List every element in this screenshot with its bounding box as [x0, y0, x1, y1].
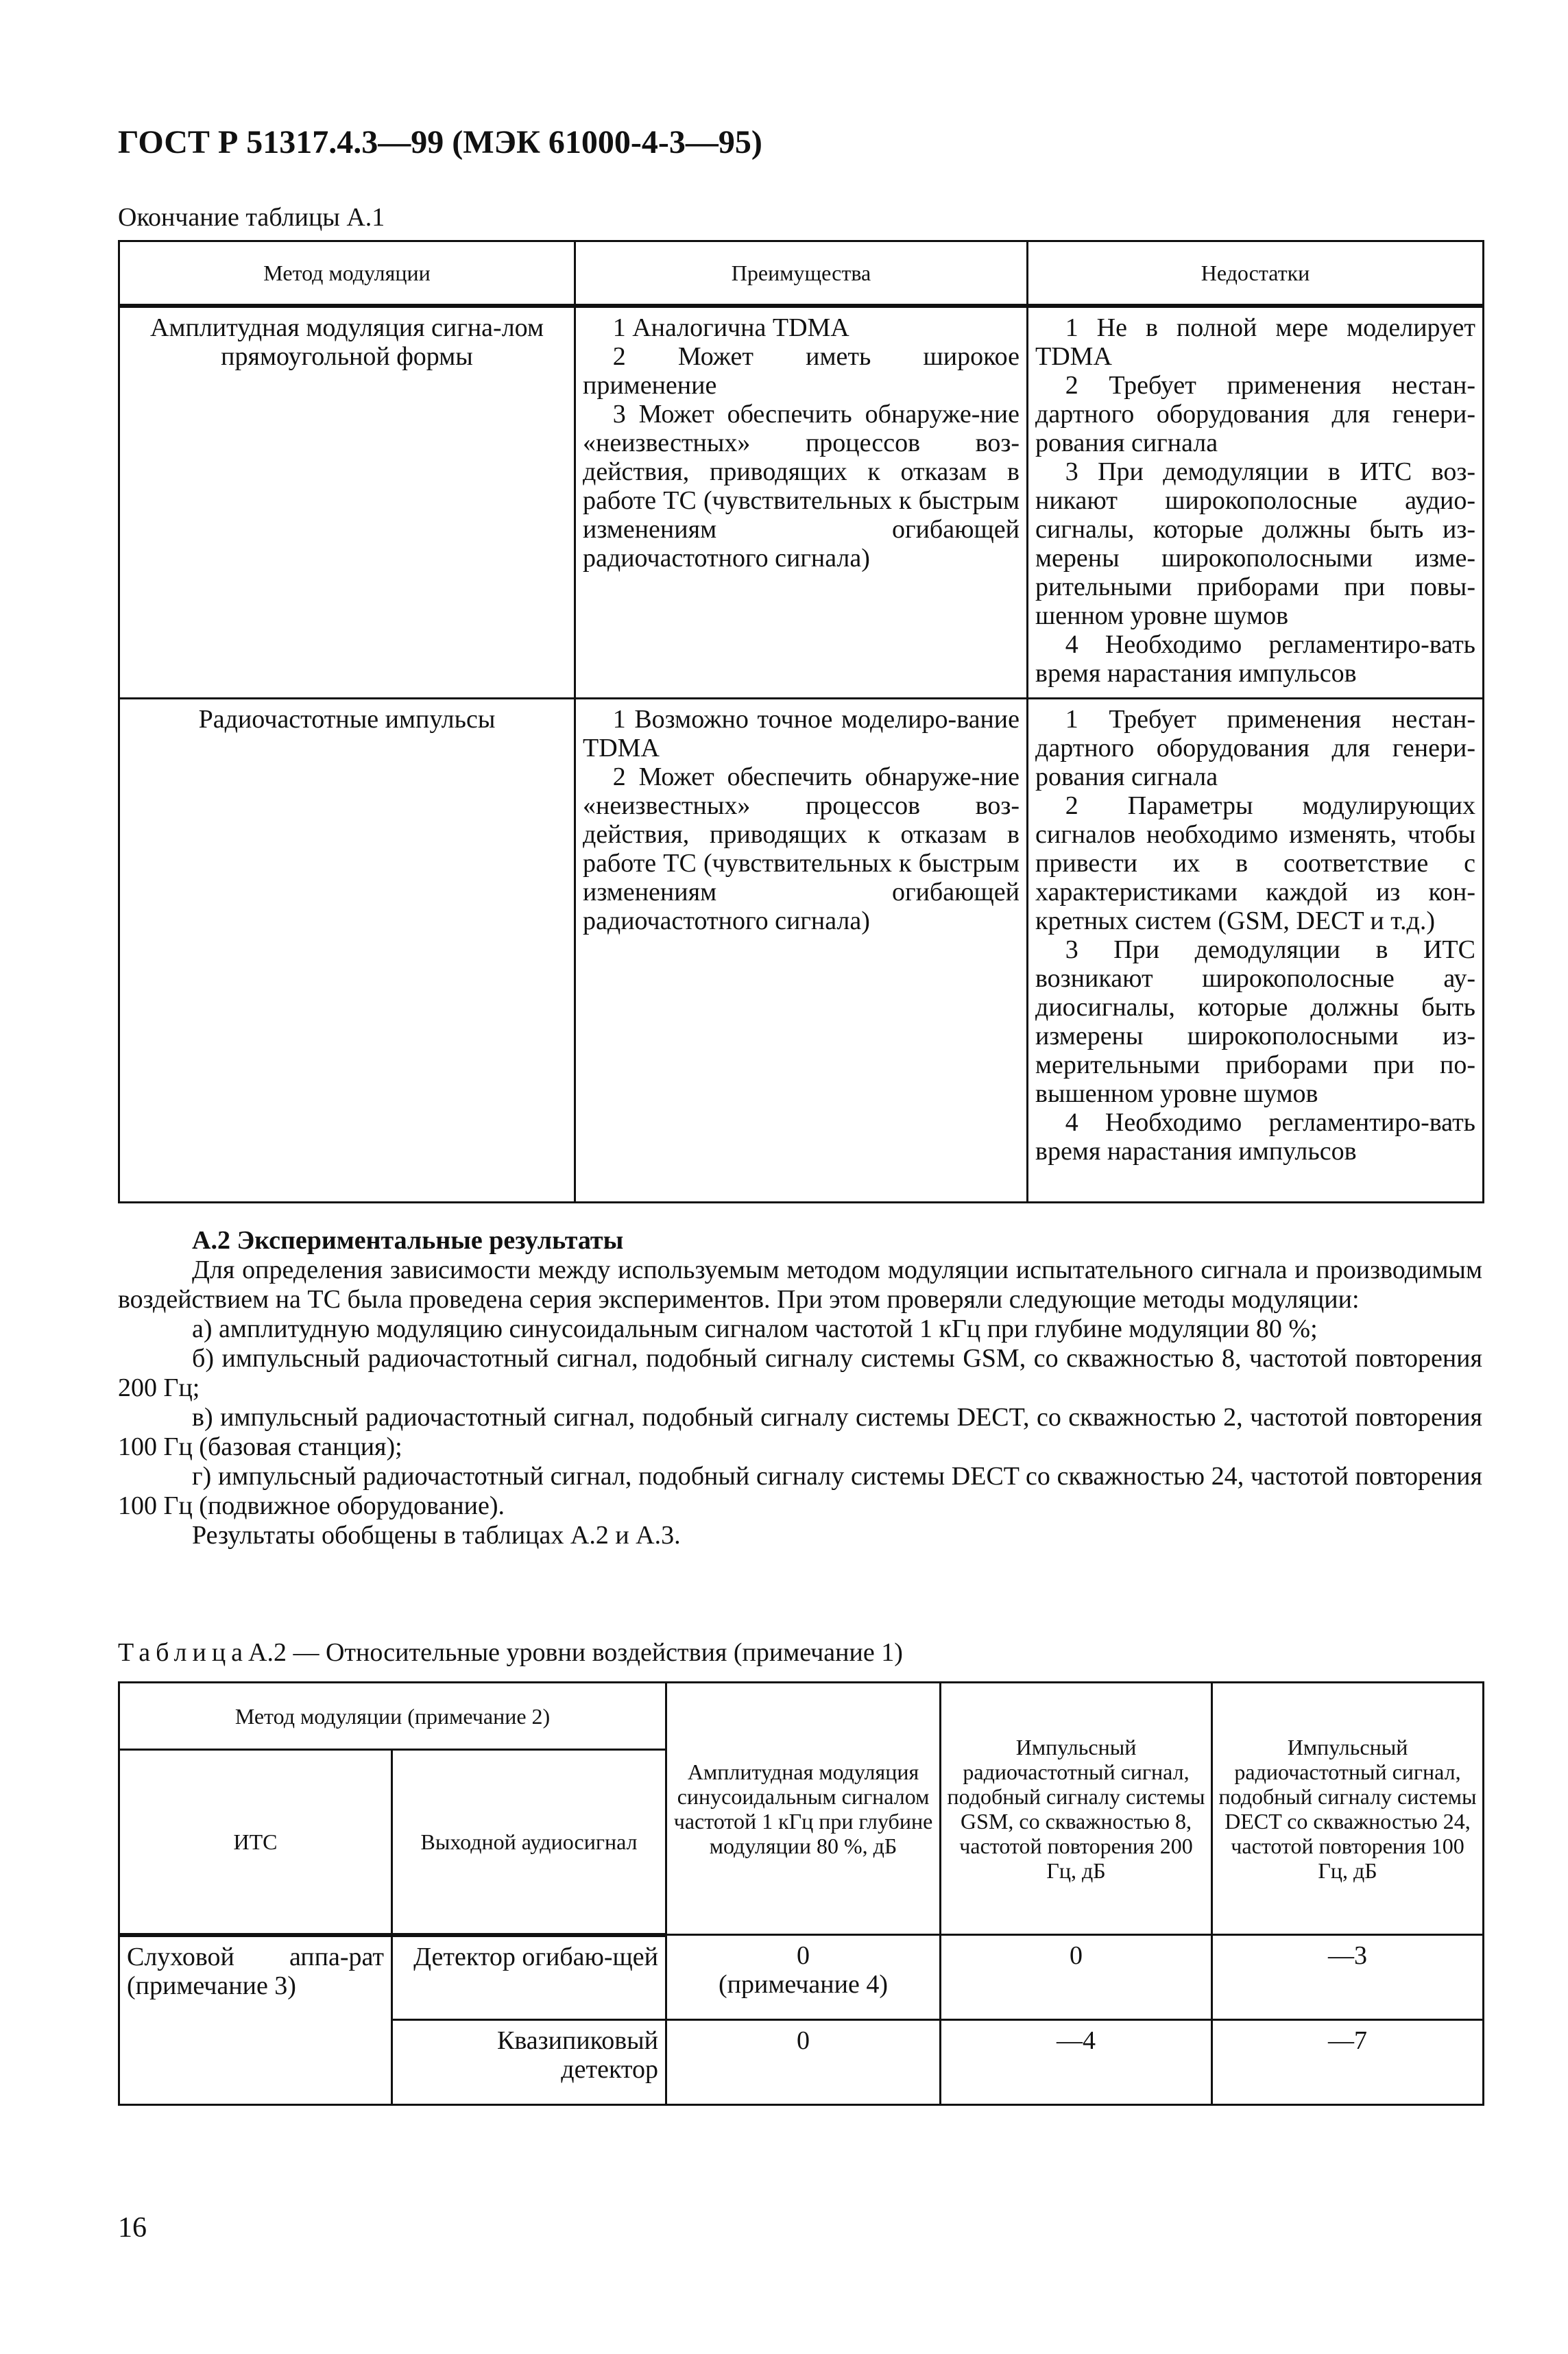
- output-cell: Детектор огибаю-щей: [392, 1935, 666, 2020]
- advantages-cell: [575, 306, 1028, 698]
- column-header: Импульсный радиочастотный сигнал, подобный сигналу системы DECT со скважностью 24, частотой повторения 100 Гц, дБ: [1212, 1683, 1484, 1935]
- section-heading: А.2 Экспериментальные результаты: [192, 1226, 624, 1255]
- column-header: ИТС: [119, 1750, 392, 1935]
- value-text: 0: [797, 1941, 810, 1970]
- list-item: 2 Требует применения нестан-дартного оборудования для генери-рования сигнала: [1035, 371, 1475, 457]
- list-item: 2 Может обеспечить обнаруже-ние «неизвестных» процессов воз-действия, приводящих к отказам в работе ТС (чувствительных к быстрым изменениям огибающей радиочастотного сигнала): [583, 762, 1020, 935]
- column-header: Импульсный радиочастотный сигнал, подобный сигналу системы GSM, со скважностью 8, частотой повторения 200 Гц, дБ: [941, 1683, 1212, 1935]
- column-header: Преимущества: [575, 241, 1028, 307]
- table-a1-caption: Окончание таблицы А.1: [118, 203, 385, 232]
- output-cell: Квазипиковый детектор: [392, 2020, 666, 2105]
- table-row: [119, 698, 1484, 1202]
- caption-text: А.2 — Относительные уровни воздействия (примечание 1): [248, 1638, 903, 1667]
- column-header: Недостатки: [1028, 241, 1484, 307]
- list-item: 3 При демодуляции в ИТС воз-никают широкополосные аудио-сигналы, которые должны быть из-мерены широкополосными изме-рительными приборами при повы-шенном уровне шумов: [1035, 457, 1475, 630]
- table-row: [119, 1935, 1484, 2020]
- column-header: Амплитудная модуляция синусоидальным сигналом частотой 1 кГц при глубине модуляции 80 %, дБ: [666, 1683, 941, 1935]
- list-item: б) импульсный радиочастотный сигнал, подобный сигналу системы GSM, со скважностью 8, частотой повторения 200 Гц;: [118, 1344, 1482, 1402]
- page-number: 16: [118, 2212, 147, 2244]
- column-header: Метод модуляции (примечание 2): [119, 1683, 666, 1750]
- value-cell: [666, 1935, 941, 2020]
- caption-label: Таблица: [118, 1638, 249, 1667]
- table-header-row: [119, 241, 1484, 307]
- its-cell: Слуховой аппа-рат (примечание 3): [119, 1935, 392, 2105]
- list-item: 1 Не в полной мере моделирует TDMA: [1035, 313, 1475, 371]
- table-a1: [118, 240, 1484, 1203]
- disadvantages-cell: [1028, 698, 1484, 1202]
- table-header-row: [119, 1683, 1484, 1750]
- value-cell: 0: [666, 2020, 941, 2105]
- value-cell: —7: [1212, 2020, 1484, 2105]
- list-item: 4 Необходимо регламентиро-вать время нарастания импульсов: [1035, 630, 1475, 688]
- value-cell: 0: [941, 1935, 1212, 2020]
- disadvantages-cell: [1028, 306, 1484, 698]
- table-a2: [118, 1681, 1484, 2106]
- method-cell: Амплитудная модуляция сигна-лом прямоугольной формы: [119, 306, 575, 698]
- list-item: 1 Возможно точное моделиро-вание TDMA: [583, 704, 1020, 762]
- list-item: 3 Может обеспечить обнаруже-ние «неизвестных» процессов воз-действия, приводящих к отказам в работе ТС (чувствительных к быстрым изменениям огибающей радиочастотного сигнала): [583, 400, 1020, 573]
- list-item: 1 Аналогична TDMA: [612, 313, 849, 342]
- table-row: [119, 306, 1484, 698]
- advantages-cell: [575, 698, 1028, 1202]
- section-paragraph: Результаты обобщены в таблицах А.2 и А.3.: [192, 1521, 681, 1550]
- value-cell: —4: [941, 2020, 1212, 2105]
- column-header: Метод модуляции: [119, 241, 575, 307]
- value-cell: —3: [1212, 1935, 1484, 2020]
- list-item: 2 Может иметь широкое применение: [583, 342, 1020, 400]
- list-item: а) амплитудную модуляцию синусоидальным сигналом частотой 1 кГц при глубине модуляции 80 %;: [192, 1314, 1318, 1343]
- list-item: г) импульсный радиочастотный сигнал, подобный сигналу системы DECT со скважностью 24, частотой повторения 100 Гц (подвижное оборудование).: [118, 1462, 1482, 1520]
- list-item: 2 Параметры модулирующих сигналов необходимо изменять, чтобы привести их в соответствие с характеристиками каждой из кон-кретных систем (GSM, DECT и т.д.): [1035, 791, 1475, 935]
- list-item: в) импульсный радиочастотный сигнал, подобный сигналу системы DECT, со скважностью 2, частотой повторения 100 Гц (базовая станция);: [118, 1403, 1482, 1461]
- method-cell: Радиочастотные импульсы: [119, 698, 575, 1202]
- table-a2-caption: [118, 1637, 903, 1668]
- list-item: 3 При демодуляции в ИТС возникают широкополосные ау-диосигналы, которые должны быть измерены широкополосными из-мерительными приборами при по-вышенном уровне шумов: [1035, 935, 1475, 1108]
- section-a2: [118, 1226, 1482, 1550]
- section-paragraph: Для определения зависимости между используемым методом модуляции испытательного сигнала и производимым воздействием на ТС была проведена серия экспериментов. При этом проверяли следующие методы модуляции:: [118, 1256, 1482, 1314]
- value-note: (примечание 4): [719, 1970, 888, 1999]
- list-item: 4 Необходимо регламентиро-вать время нарастания импульсов: [1035, 1107, 1475, 1166]
- list-item: 1 Требует применения нестан-дартного оборудования для генери-рования сигнала: [1035, 704, 1475, 791]
- column-header: Выходной аудиосигнал: [392, 1750, 666, 1935]
- document-header: ГОСТ Р 51317.4.3—99 (МЭК 61000-4-3—95): [118, 124, 762, 160]
